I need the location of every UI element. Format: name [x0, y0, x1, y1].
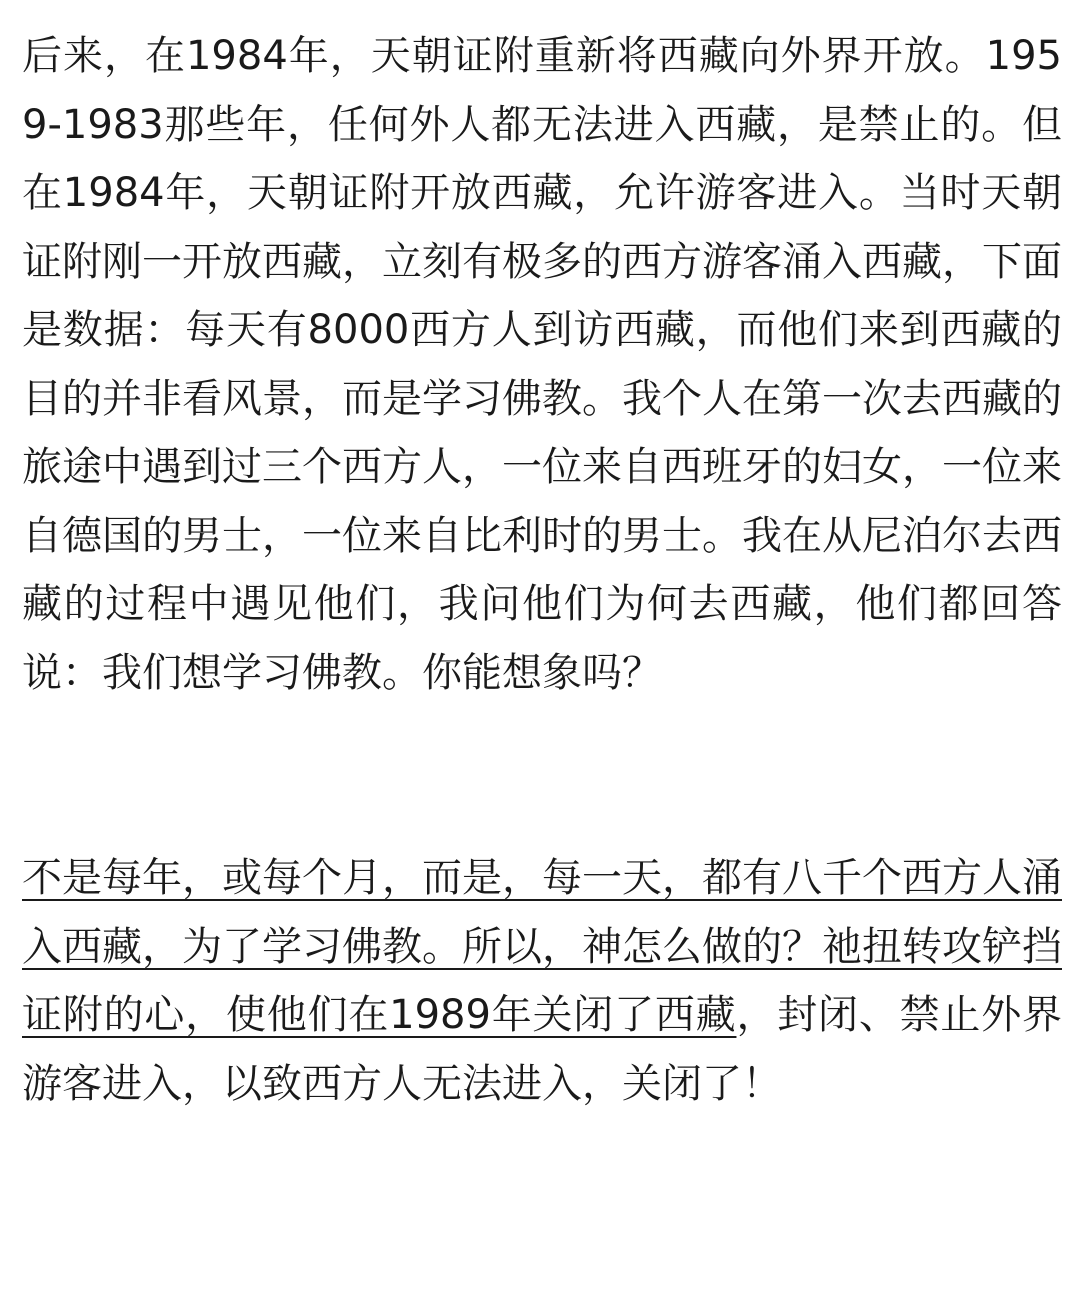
underlined-passage: 不是每年，或每个月，而是，每一天，都有八千个西方人涌入西藏，为了学习佛教。所以，神怎么做的？祂扭转攻铲挡证附的心，使他们在1989年关闭了西藏	[22, 855, 1062, 1038]
article-body	[22, 22, 1062, 1118]
plain-passage: ，封闭、禁止外界游客进入，以致西方人无法进入，关闭了！	[22, 992, 1063, 1107]
paragraph-1: 后来，在1984年，天朝证附重新将西藏向外界开放。1959-1983那些年，任何外人都无法进入西藏，是禁止的。但在1984年，天朝证附开放西藏，允许游客进入。当时天朝证附刚一开放西藏，立刻有极多的西方游客涌入西藏，下面是数据：每天有8000西方人到访西藏，而他们来到西藏的目的并非看风景，而是学习佛教。我个人在第一次去西藏的旅途中遇到过三个西方人，一位来自西班牙的妇女，一位来自德国的男士，一位来自比利时的男士。我在从尼泊尔去西藏的过程中遇见他们，我问他们为何去西藏，他们都回答说：我们想学习佛教。你能想象吗？	[22, 33, 1062, 696]
paragraph-gap	[22, 707, 1062, 844]
paragraph-2	[22, 844, 1062, 1118]
